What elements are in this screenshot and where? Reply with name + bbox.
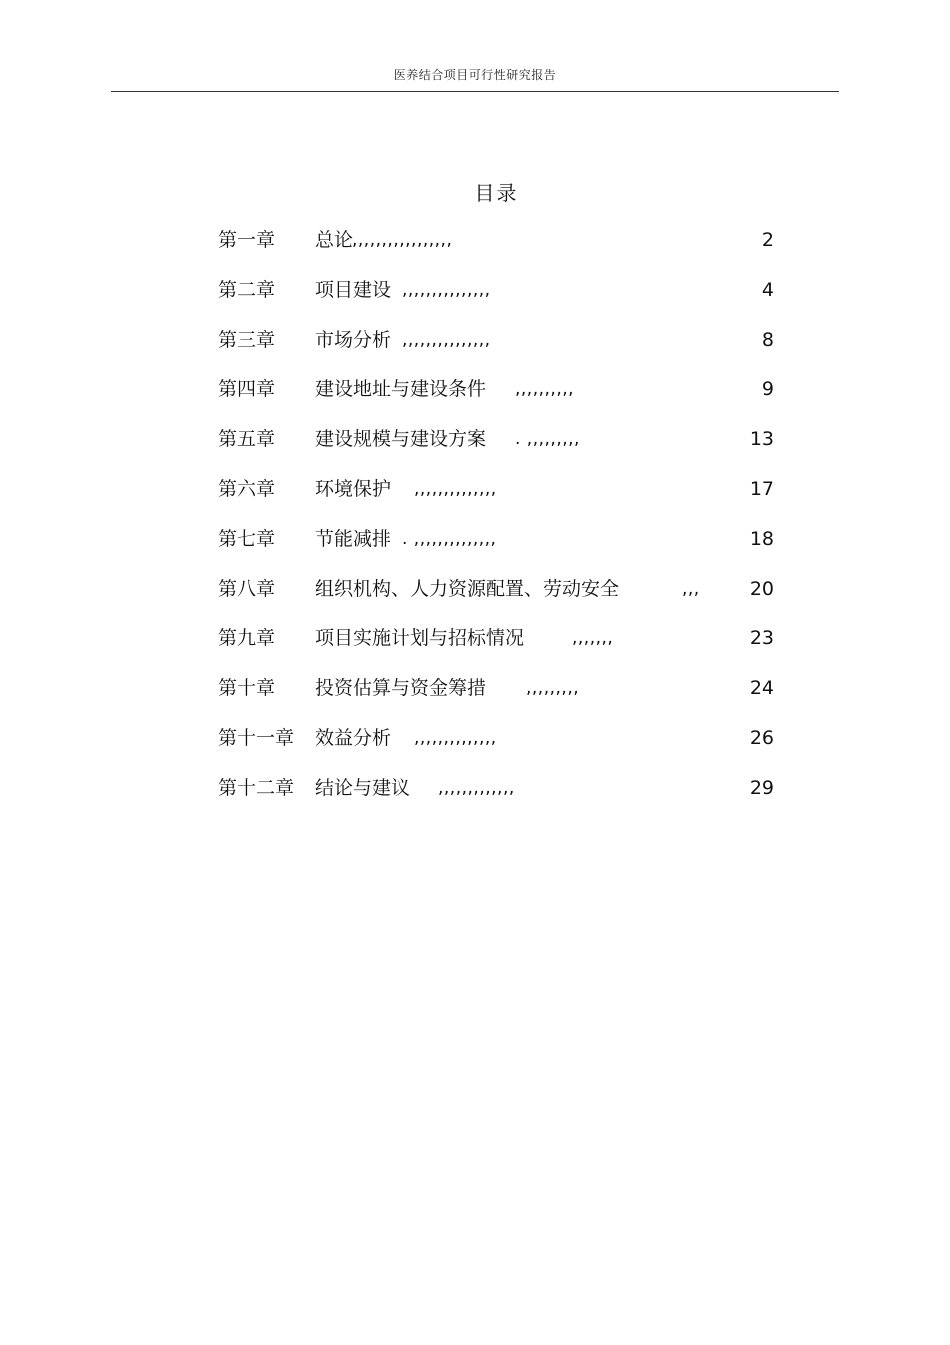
toc-leader: . ,,,,,,,,, [515, 429, 580, 450]
toc-leader: ,,,,,,,,,,,,, [438, 777, 515, 798]
header-rule [111, 91, 839, 92]
toc-section-title: 项目建设 [315, 278, 392, 301]
toc-entry-6[interactable] [218, 471, 774, 521]
toc-section-title: 市场分析 [315, 328, 392, 351]
running-header: 医养结合项目可行性研究报告 [393, 68, 557, 82]
toc-page-number: 4 [761, 278, 774, 301]
toc-entry-9[interactable] [218, 620, 774, 670]
toc-title: 目录 [474, 181, 519, 205]
toc-chapter-label: 第一章 [218, 229, 276, 251]
toc-section-title: 节能减排 [315, 527, 392, 550]
toc-page-number: 2 [761, 229, 774, 251]
toc-leader: . ,,,,,,,,,,,,,, [402, 528, 497, 549]
toc-entry-10[interactable] [218, 670, 774, 720]
toc-section-title: 效益分析 [315, 726, 392, 749]
toc-page-number: 18 [749, 527, 774, 550]
toc-leader: ,,,,,,,,,,,,,,, [402, 329, 491, 350]
toc-leader: ,,,,,,,,,,,,,, [414, 478, 497, 499]
toc-chapter-label: 第五章 [218, 428, 276, 451]
toc-chapter-label: 第十章 [218, 677, 276, 700]
toc-page-number: 13 [749, 428, 774, 451]
toc-entry-1[interactable] [218, 222, 774, 272]
toc-leader: ,,,,,,,,,,,,,, [414, 727, 497, 748]
toc-chapter-label: 第六章 [218, 477, 276, 500]
toc-chapter-label: 第十二章 [218, 776, 295, 799]
toc-chapter-label: 第三章 [218, 328, 276, 351]
toc-section-title: 总论 [315, 229, 354, 251]
toc-entry-7[interactable] [218, 521, 774, 571]
toc-section-title: 环境保护 [315, 477, 392, 500]
toc-leader: ,,, [682, 578, 700, 599]
toc-page-number: 20 [749, 577, 774, 600]
table-of-contents [218, 222, 774, 820]
toc-page-number: 24 [749, 677, 774, 700]
toc-leader: ,,,,,,,,,,,,,,,,, [352, 230, 453, 250]
toc-chapter-label: 第九章 [218, 627, 276, 650]
toc-page-number: 29 [749, 776, 774, 799]
toc-leader: ,,,,,,,,, [526, 678, 580, 699]
toc-chapter-label: 第二章 [218, 278, 276, 301]
toc-section-title: 建设地址与建设条件 [315, 378, 487, 401]
toc-entry-2[interactable] [218, 272, 774, 322]
toc-section-title: 结论与建议 [315, 776, 411, 799]
toc-entry-8[interactable] [218, 571, 774, 621]
toc-leader: ,,,,,,,,,, [515, 379, 575, 400]
toc-chapter-label: 第八章 [218, 577, 276, 600]
toc-page-number: 8 [761, 328, 774, 351]
toc-entry-3[interactable] [218, 322, 774, 372]
toc-chapter-label: 第四章 [218, 378, 276, 401]
toc-section-title: 组织机构、人力资源配置、劳动安全 [315, 577, 620, 600]
toc-entry-12[interactable] [218, 770, 774, 820]
toc-page-number: 9 [761, 378, 774, 401]
toc-entry-4[interactable] [218, 371, 774, 421]
toc-entry-5[interactable] [218, 421, 774, 471]
toc-page-number: 26 [749, 726, 774, 749]
toc-chapter-label: 第十一章 [218, 726, 295, 749]
toc-section-title: 投资估算与资金筹措 [315, 677, 487, 700]
toc-page-number: 23 [749, 627, 774, 650]
toc-leader: ,,,,,,, [572, 628, 614, 649]
toc-entry-11[interactable] [218, 720, 774, 770]
toc-page-number: 17 [749, 477, 774, 500]
toc-section-title: 项目实施计划与招标情况 [315, 627, 525, 650]
toc-chapter-label: 第七章 [218, 527, 276, 550]
toc-leader: ,,,,,,,,,,,,,,, [402, 279, 491, 300]
toc-section-title: 建设规模与建设方案 [315, 428, 487, 451]
